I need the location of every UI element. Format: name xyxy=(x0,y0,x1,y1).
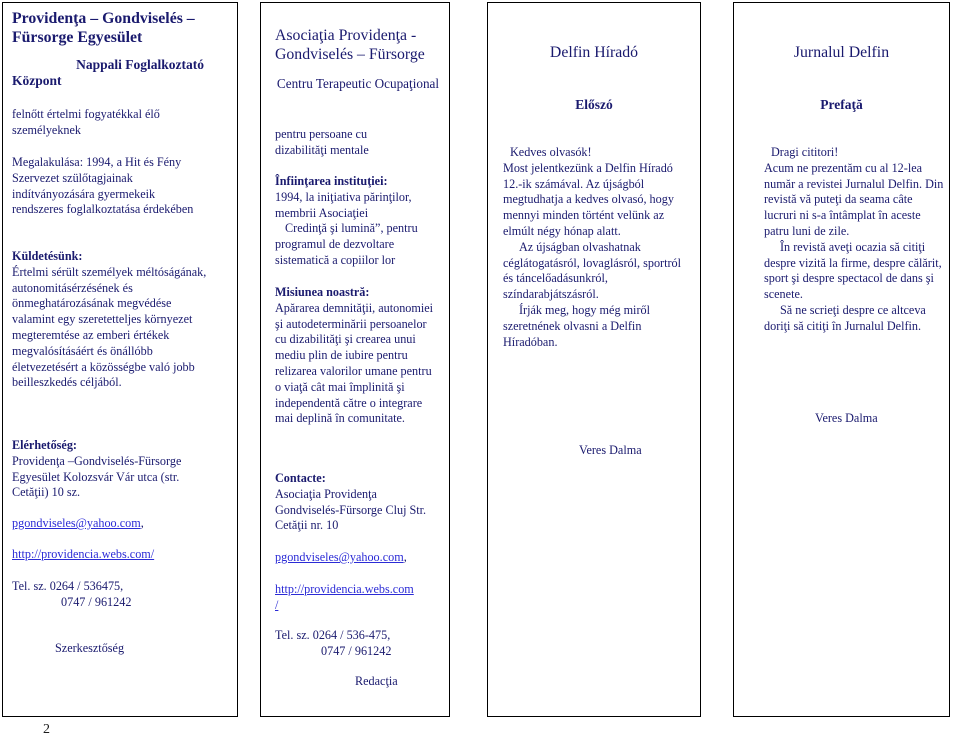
website-link-hu[interactable]: http://providencia.webs.com/ xyxy=(12,547,155,561)
org-name-hu: Providenţa – Gondviselés – Fürsorge Egyesület xyxy=(12,10,195,46)
subtitle-ro: pentru persoane cu dizabilităţi mentale xyxy=(275,127,369,157)
contact-hu: Elérhetőség: Providenţa –Gondviselés-Fürsorge Egyesület Kolozsvár Vár utca (str. Cetăţii) 10 sz. xyxy=(12,438,182,500)
email-hu: pgondviseles@yahoo.com, xyxy=(12,516,144,530)
foreword-heading-ro: Prefaţă xyxy=(820,97,863,112)
contact-ro: Contacte: Asociaţia Providenţa Gondviselés-Fürsorge Cluj Str. Cetăţii nr. 10 xyxy=(275,471,427,533)
subtitle-hu: felnőtt értelmi fogyatékkal élő személyeknek xyxy=(12,107,160,137)
signature-hu: Veres Dalma xyxy=(579,443,642,457)
center-name-hu: Nappali Foglalkoztató Központ xyxy=(12,57,204,88)
email-ro: pgondviseles@yahoo.com, xyxy=(275,550,407,564)
column-delfin-hirado xyxy=(487,2,701,717)
foreword-heading-hu: Előszó xyxy=(575,97,613,112)
website-ro: http://providencia.webs.com / xyxy=(275,582,414,612)
mission-hu: Küldetésünk: Értelmi sérült személyek méltóságának, autonomitásérzésének és önmeghatározásának megvédése valamint egy szeretetteljes környezet megteremtése az emberi értékek megvalósításáért és önállóbb életvezetésért a közösségbe való jobb beilleszkedés céljából. xyxy=(12,249,207,390)
editorial-hu: Szerkesztőség xyxy=(55,641,125,655)
phone-hu: Tel. sz. 0264 / 536475, 0747 / 961242 xyxy=(12,579,132,609)
phone-ro: Tel. sz. 0264 / 536-475, 0747 / 961242 xyxy=(275,628,392,658)
page-number: 2 xyxy=(43,722,50,737)
mission-ro: Misiunea noastră: Apărarea demnităţii, autonomiei şi autodeterminării persoanelor cu dizabilităţi şi crearea unui mediu plin de iubire pentru relizarea valorilor umane pentru o viaţă cât mai împlinită şi independentă către o integrare mai deplină în comunitate. xyxy=(275,285,434,426)
newsletter-title-hu: Delfin Híradó xyxy=(549,44,639,61)
column-hungarian-info xyxy=(2,2,238,717)
center-name-ro: Centru Terapeutic Ocupaţional xyxy=(276,76,440,91)
founding-ro: Înfiinţarea instituţiei: 1994, la iniţiativa părinţilor, membrii Asociaţiei Credinţă şi lumină”, pentru programul de dezvoltare sistematică a copiilor lor xyxy=(275,174,418,267)
email-link-hu[interactable]: pgondviseles@yahoo.com xyxy=(12,516,141,530)
foreword-text-hu: Kedves olvasók! Most jelentkezünk a Delfin Híradó 12.-ik számával. Az újságból megtudhatja a kedves olvasó, hogy mennyi minden történt velünk az elmúlt négy hónap alatt. Az újságban olvashatnak céglátogatásról, lovaglásról, sportról és táncelőadásunkról, színdarabjátszásról. Írják meg, hogy még miről szeretnének olvasni a Delfin Híradóban. xyxy=(503,145,682,349)
newsletter-title-ro: Jurnalul Delfin xyxy=(793,44,890,61)
signature-ro: Veres Dalma xyxy=(815,411,878,425)
email-link-ro[interactable]: pgondviseles@yahoo.com xyxy=(275,550,404,564)
founded-hu: Megalakulása: 1994, a Hit és Fény Szervezet szülőtagjainak indítványozására gyermekeik rendszeres foglalkoztatása érdekében xyxy=(12,155,194,217)
column-jurnalul-delfin xyxy=(733,2,950,717)
editorial-ro: Redacţia xyxy=(355,674,398,688)
website-link-ro[interactable]: http://providencia.webs.com xyxy=(275,582,414,596)
org-name-ro: Asociaţia Providenţa - Gondviselés – Fürsorge xyxy=(275,27,425,63)
foreword-text-ro: Dragi cititori! Acum ne prezentăm cu al 12-lea număr a revistei Jurnalul Delfin. Din revistă vă puteţi da seama câte lucruri ni s-a întâmplat în aceste patru luni de zile. În revistă aveţi ocazia să citiţi despre vizită la firme, despre călărit, sport şi despre spectacol de dans şi scenete. Să ne scrieţi despre ce altceva doriţi să citiţi în Jurnalul Delfin. xyxy=(764,145,944,333)
column-romanian-info xyxy=(260,2,450,717)
